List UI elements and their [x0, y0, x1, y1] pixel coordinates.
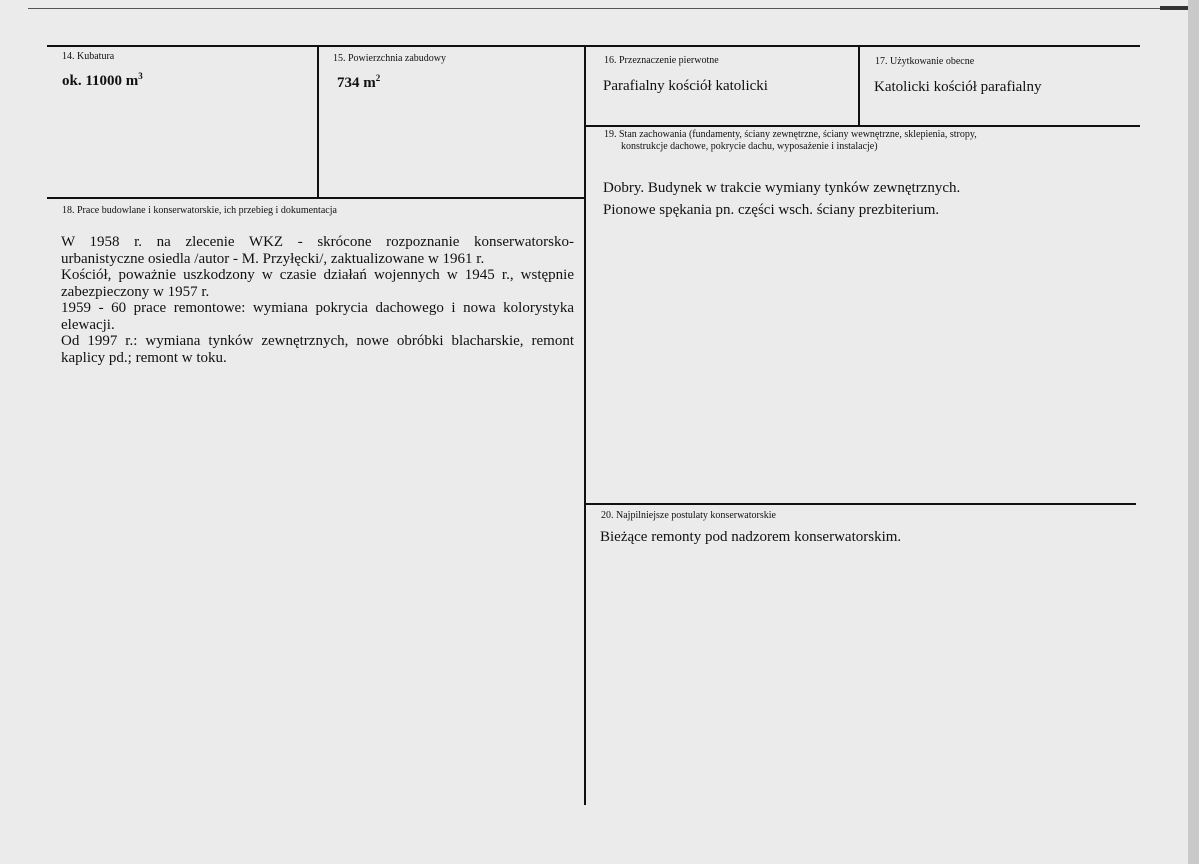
scan-mark	[1160, 6, 1188, 10]
rule-above-19	[585, 125, 1140, 127]
field-20-value: Bieżące remonty pod nadzorem konserwatorskim.	[600, 529, 902, 545]
field-18-line: kaplicy pd.; remont w toku.	[61, 349, 227, 366]
field-16-label: 16. Przeznaczenie pierwotne	[604, 55, 719, 66]
field-18-line: Kościół, poważnie uszkodzony w czasie działań wojennych w 1945 r., wstępnie	[61, 267, 574, 283]
field-15-label: 15. Powierzchnia zabudowy	[333, 53, 447, 64]
main-vertical-divider	[584, 45, 586, 805]
field-18-label: 18. Prace budowlane i konserwatorskie, ich przebieg i dokumentacja	[62, 205, 337, 216]
divider-16-17	[858, 45, 860, 126]
page-top-edge	[28, 8, 1188, 9]
field-18-line: W 1958 r. na zlecenie WKZ - skrócone rozpoznanie konserwatorsko-	[61, 234, 574, 250]
top-rule	[47, 45, 1140, 47]
field-16-value: Parafialny kościół katolicki	[603, 78, 768, 94]
scan-right-edge	[1188, 0, 1199, 864]
field-19-text	[603, 177, 1123, 221]
field-17-value: Katolicki kościół parafialny	[874, 79, 1042, 95]
field-19-label: 19. Stan zachowania (fundamenty, ściany zewnętrzne, ściany wewnętrzne, sklepienia, stropy,	[604, 129, 977, 140]
field-15-value: 734 $m^2$	[337, 73, 381, 91]
divider-14-15	[317, 45, 319, 198]
field-18-line: zabezpieczony w 1957 r.	[61, 283, 210, 300]
field-14-value: ok. 11000 $m^3$	[62, 71, 143, 89]
rule-above-20	[585, 503, 1136, 505]
rule-above-18	[47, 197, 586, 199]
field-14-label: 14. Kubatura	[62, 51, 115, 62]
field-18-line: 1959 - 60 prace remontowe: wymiana pokrycia dachowego i nowa kolorystyka	[61, 300, 574, 316]
field-18-line: elewacji.	[61, 316, 115, 333]
field-17-label: 17. Użytkowanie obecne	[875, 56, 975, 67]
field-19-label-cont: konstrukcje dachowe, pokrycie dachu, wyposażenie i instalacje)	[621, 141, 878, 152]
field-20-label: 20. Najpilniejsze postulaty konserwatorskie	[601, 510, 776, 521]
field-19-line: Dobry. Budynek w trakcie wymiany tynków zewnętrznych.	[603, 180, 961, 196]
field-19-line: Pionowe spękania pn. części wsch. ściany prezbiterium.	[603, 202, 940, 218]
field-18-line: urbanistyczne osiedla /autor - M. Przyłęcki/, zaktualizowane w 1961 r.	[61, 250, 485, 267]
field-18-text	[61, 234, 574, 366]
field-18-line: Od 1997 r.: wymiana tynków zewnętrznych, nowe obróbki blacharskie, remont	[61, 333, 574, 349]
